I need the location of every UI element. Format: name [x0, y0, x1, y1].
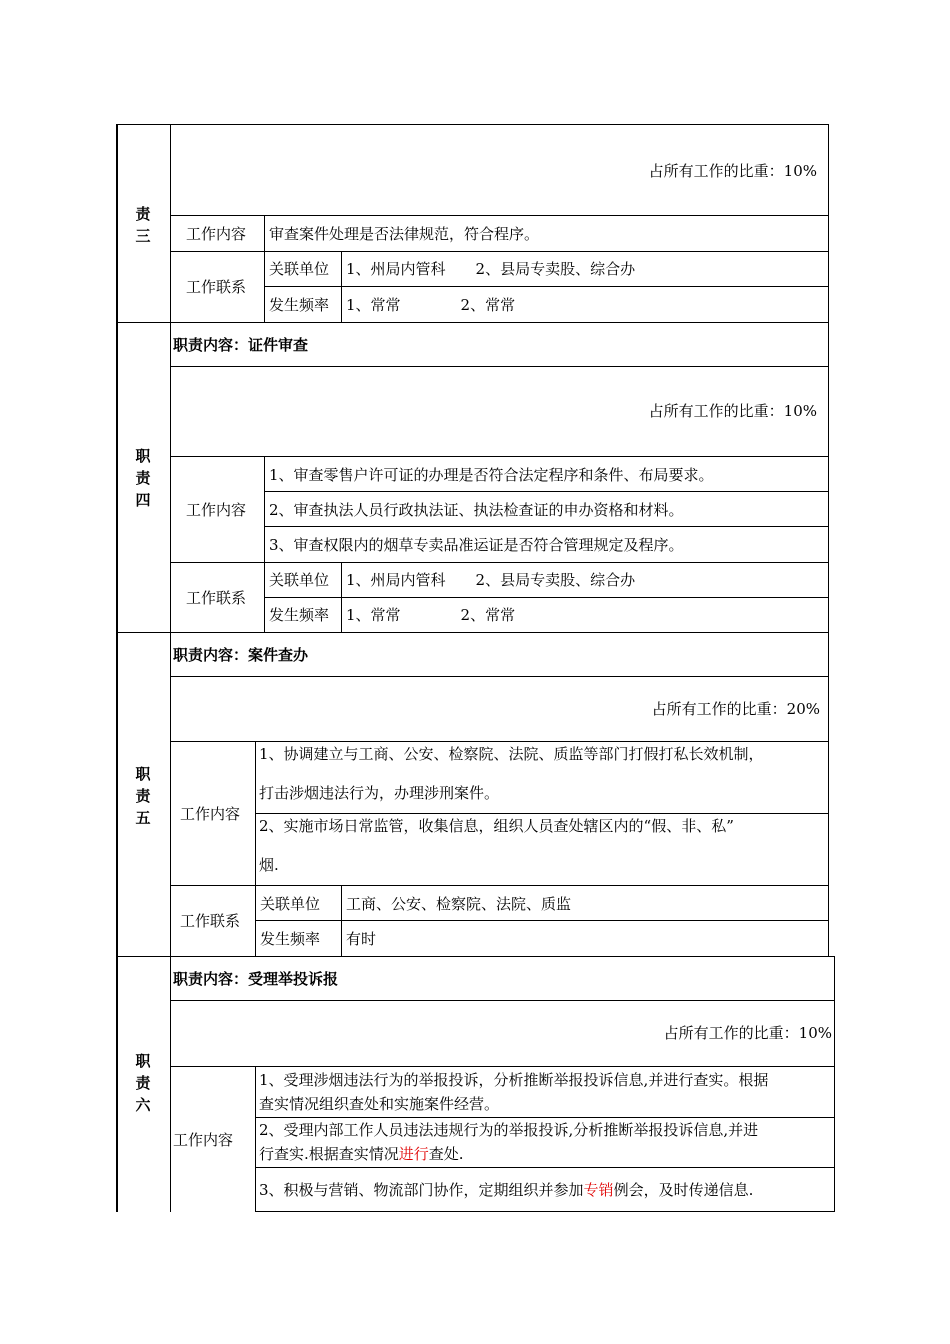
section5-freq: 有时 [346, 930, 377, 948]
section6-item2-line1: 2、受理内部工作人员违法违规行为的举报投诉,分析推断举报投诉信息,并进 [259, 1121, 759, 1139]
section3-unit: 1、州局内管科 2、县局专卖股、综合办 [346, 260, 636, 278]
section5-label-char: 五 [135, 809, 151, 827]
section5-item1-line2: 打击涉烟违法行为，办理涉刑案件。 [259, 784, 500, 802]
section4-label [133, 445, 153, 511]
section4-label-char: 四 [135, 491, 151, 509]
section6-item2-line2 [259, 1144, 464, 1164]
section6-label [133, 1050, 153, 1116]
section5-unit-label: 关联单位 [260, 895, 321, 913]
section5-item2-line1: 2、实施市场日常监管，收集信息，组织人员查处辖区内的“假、非、私” [259, 817, 734, 835]
section3-weight: 占所有工作的比重：10% [648, 162, 817, 180]
section6-title: 职责内容：受理举投诉报 [173, 970, 339, 988]
section4-freq-label: 发生频率 [269, 606, 330, 624]
section3-label [133, 203, 153, 247]
section5-freq-cell [341, 920, 829, 957]
section5-item1-line1: 1、协调建立与工商、公安、检察院、法院、质监等部门打假打私长效机制， [259, 745, 764, 763]
section5-contact-label: 工作联系 [180, 912, 241, 930]
section4-contact-label: 工作联系 [186, 589, 247, 607]
section6-item1-line2: 查实情况组织查处和实施案件经营。 [259, 1095, 500, 1113]
section6-content-label: 工作内容 [173, 1131, 234, 1149]
section3-freq: 1、常常 2、常常 [346, 296, 516, 314]
section6-item2-highlight: 进行 [398, 1145, 429, 1163]
section5-label-char: 职 [135, 765, 151, 783]
section3-content-label: 工作内容 [186, 225, 247, 243]
section4-freq: 1、常常 2、常常 [346, 606, 516, 624]
section6-label-char: 职 [135, 1052, 151, 1070]
section6-item3-highlight: 专销 [583, 1181, 614, 1199]
section6-item3 [259, 1180, 753, 1200]
section6-item3-text: 例会，及时传递信息. [613, 1181, 754, 1199]
section6-item3-text: 3、积极与营销、物流部门协作，定期组织并参加 [259, 1181, 584, 1199]
section3-label-char: 三 [135, 227, 151, 245]
section4-weight: 占所有工作的比重：10% [648, 402, 817, 420]
section5-label [133, 763, 153, 829]
section3-contact-label: 工作联系 [186, 278, 247, 296]
section4-item: 3、审查权限内的烟草专卖品准运证是否符合管理规定及程序。 [269, 536, 684, 554]
section3-unit-label: 关联单位 [269, 260, 330, 278]
section4-unit-label: 关联单位 [269, 571, 330, 589]
section5-title: 职责内容：案件查办 [173, 646, 309, 664]
section6-label-char: 责 [135, 1074, 151, 1092]
section5-content-label: 工作内容 [180, 805, 241, 823]
section6-item2-text: 查处. [428, 1145, 464, 1163]
section5-weight: 占所有工作的比重：20% [651, 700, 820, 718]
section4-content-label: 工作内容 [186, 501, 247, 519]
section6-item1-line1: 1、受理涉烟违法行为的举报投诉，分析推断举报投诉信息,并进行查实。根据 [259, 1071, 769, 1089]
section4-label-char: 职 [135, 447, 151, 465]
section6-item2-text: 行查实.根据查实情况 [259, 1145, 399, 1163]
section4-item: 2、审查执法人员行政执法证、执法检查证的申办资格和材料。 [269, 501, 684, 519]
section5-freq-label: 发生频率 [260, 930, 321, 948]
section3-content: 审查案件处理是否法律规范，符合程序。 [269, 225, 540, 243]
section5-label-char: 责 [135, 787, 151, 805]
section6-label-char: 六 [135, 1096, 151, 1114]
section5-item2-line2: 烟. [259, 856, 279, 874]
section4-item: 1、审查零售户许可证的办理是否符合法定程序和条件、布局要求。 [269, 466, 714, 484]
section6-weight: 占所有工作的比重：10% [663, 1024, 832, 1042]
section3-label-char: 责 [135, 205, 151, 223]
section5-unit: 工商、公安、检察院、法院、质监 [346, 895, 572, 913]
section4-unit: 1、州局内管科 2、县局专卖股、综合办 [346, 571, 636, 589]
section3-freq-label: 发生频率 [269, 296, 330, 314]
section4-label-char: 责 [135, 469, 151, 487]
section4-title: 职责内容：证件审查 [173, 336, 309, 354]
